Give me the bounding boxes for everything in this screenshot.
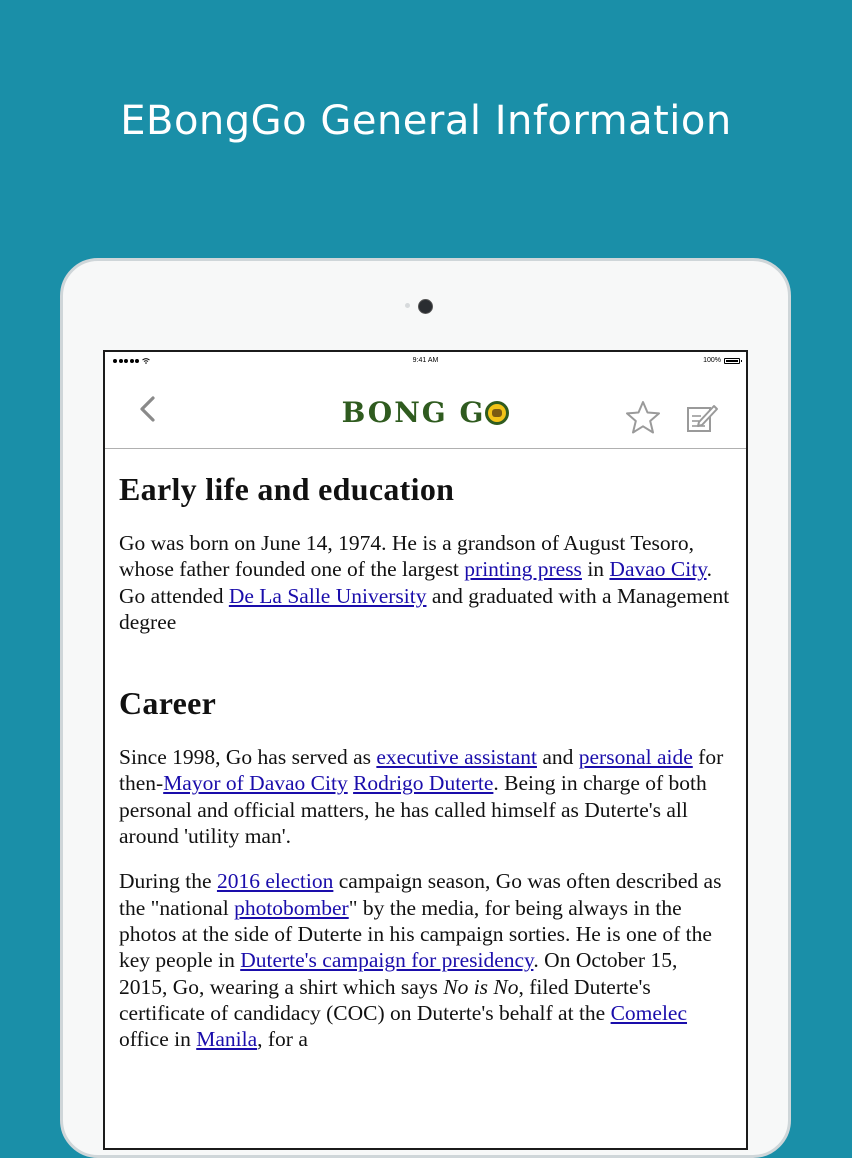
battery-percent: 100% bbox=[703, 357, 721, 364]
promo-headline: EBongGo General Information bbox=[120, 98, 732, 144]
italic-text: No is No bbox=[443, 974, 519, 999]
link-rodrigo-duterte[interactable]: Rodrigo Duterte bbox=[353, 771, 494, 796]
star-icon[interactable] bbox=[625, 400, 661, 434]
text-run: " by the media, for being always in the photos at the side of Duterte in his campaign sorties. He is one of the key people in bbox=[119, 895, 712, 973]
link-comelec[interactable]: Comelec bbox=[610, 1000, 688, 1025]
paragraph-career-1 bbox=[119, 744, 730, 849]
battery-indicator bbox=[703, 357, 740, 364]
section-heading-career: Career bbox=[119, 685, 217, 722]
tablet-camera bbox=[418, 299, 433, 314]
text-run: , for a bbox=[257, 1027, 308, 1052]
link-manila[interactable]: Manila bbox=[196, 1027, 258, 1052]
battery-icon bbox=[724, 358, 740, 364]
text-run: and bbox=[536, 745, 579, 770]
text-run: and graduated with a Management degree bbox=[119, 583, 730, 634]
paragraph-early-life bbox=[119, 530, 730, 635]
app-screen bbox=[103, 350, 748, 1150]
link-de-la-salle-university[interactable]: De La Salle University bbox=[228, 583, 427, 608]
section-heading-early-life: Early life and education bbox=[119, 471, 455, 507]
link-printing-press[interactable]: printing press bbox=[464, 557, 582, 582]
text-run: Since 1998, Go has served as bbox=[119, 745, 377, 770]
fist-logo-icon bbox=[485, 401, 509, 425]
link-davao-city[interactable]: Davao City bbox=[609, 557, 707, 582]
app-logo-text: BONG G bbox=[341, 396, 486, 429]
text-run: , filed Duterte's certificate of candidacy (COC) on Duterte's behalf at the bbox=[119, 974, 651, 1025]
text-run: . Being in charge of both personal and official matters, he has called himself as Duterte's all around 'utility man'. bbox=[119, 771, 707, 849]
link-personal-aide[interactable]: personal aide bbox=[578, 745, 693, 770]
link-dutertes-campaign[interactable]: Duterte's campaign for presidency bbox=[240, 948, 534, 973]
text-run: Go was born on June 14, 1974. He is a grandson of August Tesoro, whose father founded one of the largest bbox=[119, 531, 694, 582]
link-executive-assistant[interactable]: executive assistant bbox=[376, 745, 537, 770]
text-run: campaign season, Go was often described as the "national bbox=[119, 869, 722, 920]
text-run: in bbox=[581, 557, 610, 582]
text-run: office in bbox=[119, 1027, 197, 1052]
status-time: 9:41 AM bbox=[412, 357, 439, 364]
link-mayor-of-davao-city[interactable]: Mayor of Davao City bbox=[163, 771, 348, 796]
text-run: During the bbox=[119, 869, 217, 894]
edit-icon[interactable] bbox=[685, 402, 719, 434]
link-photobomber[interactable]: photobomber bbox=[234, 895, 349, 920]
tablet-sensor bbox=[405, 303, 410, 308]
link-2016-election[interactable]: 2016 election bbox=[216, 869, 334, 894]
text-run: for then- bbox=[119, 745, 724, 796]
paragraph-career-2 bbox=[119, 868, 730, 1052]
text-run: . Go attended bbox=[119, 557, 712, 608]
article-content bbox=[105, 449, 746, 1052]
status-bar bbox=[105, 352, 746, 372]
text-run: . On October 15, 2015, Go, wearing a shirt which says bbox=[119, 948, 678, 999]
